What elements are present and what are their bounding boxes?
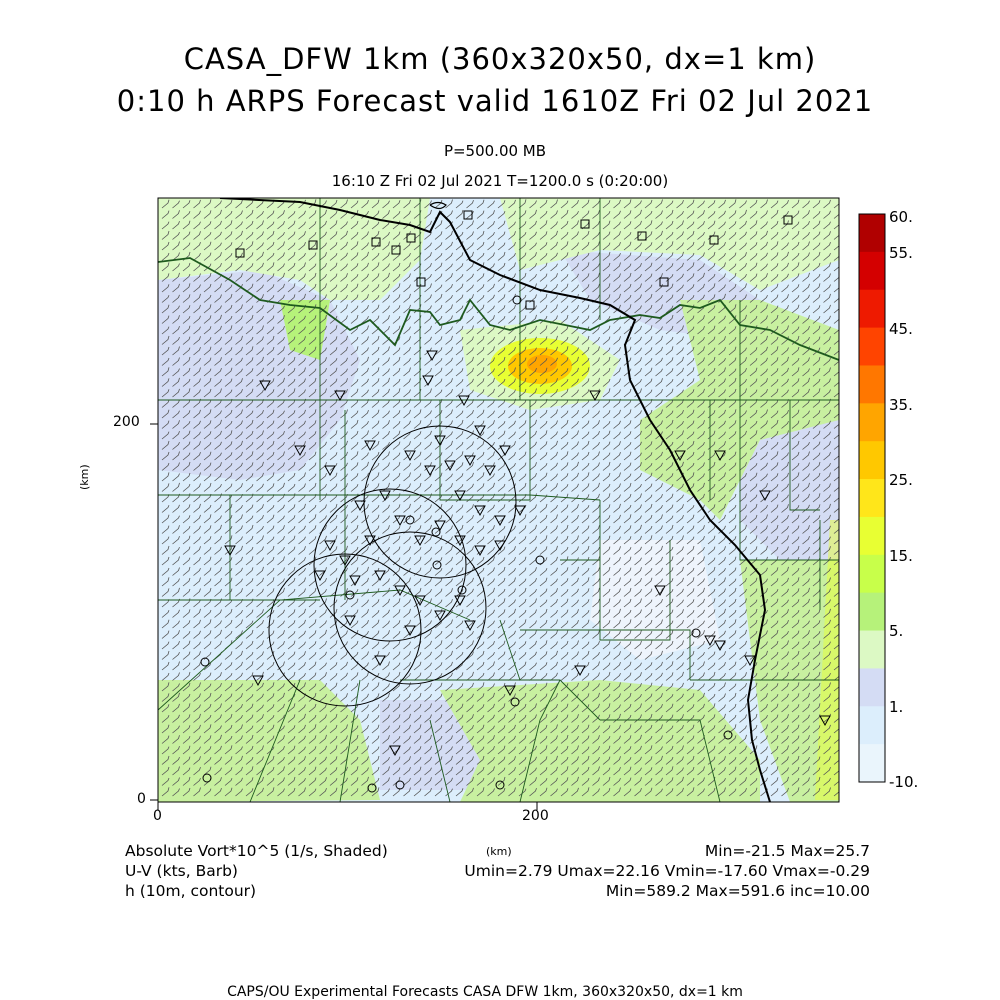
colorbar-swatch xyxy=(859,365,885,403)
colorbar-swatch xyxy=(859,668,885,706)
shaded-field-label: Absolute Vort*10^5 (1/s, Shaded) xyxy=(125,842,388,860)
colorbar-swatch xyxy=(859,214,885,252)
colorbar-label-minus10: -10. xyxy=(889,773,919,791)
colorbar-label-5: 5. xyxy=(889,622,904,640)
colorbar-swatch xyxy=(859,631,885,669)
colorbar xyxy=(859,214,885,783)
plot-title-line1: CASA_DFW 1km (360x320x50, dx=1 km) xyxy=(183,42,817,76)
x-tick-200: 200 xyxy=(522,808,549,824)
colorbar-label-60: 60. xyxy=(889,208,913,226)
barb-field-range: Umin=2.79 Umax=22.16 Vmin=-17.60 Vmax=-0.29 xyxy=(464,862,870,880)
colorbar-swatch xyxy=(859,744,885,782)
colorbar-swatch xyxy=(859,252,885,290)
pressure-level-label: P=500.00 MB xyxy=(443,142,547,160)
colorbar-swatch xyxy=(859,479,885,517)
plot-title-line2: 0:10 h ARPS Forecast valid 1610Z Fri 02 Jul 2021 xyxy=(116,84,874,118)
contour-field-label: h (10m, contour) xyxy=(125,882,257,900)
footer-credit: CAPS/OU Experimental Forecasts CASA DFW 1km, 360x320x50, dx=1 km xyxy=(227,984,743,1000)
colorbar-swatch xyxy=(859,403,885,441)
colorbar-swatch xyxy=(859,555,885,593)
y-tick-0: 0 xyxy=(137,791,146,807)
colorbar-swatch xyxy=(859,328,885,366)
shaded-field-range: Min=-21.5 Max=25.7 xyxy=(704,842,870,860)
contour-field-range: Min=589.2 Max=591.6 inc=10.00 xyxy=(605,882,870,900)
colorbar-label-15: 15. xyxy=(889,547,913,565)
colorbar-label-55: 55. xyxy=(889,244,913,262)
x-tick-0: 0 xyxy=(153,808,162,824)
colorbar-label-25: 25. xyxy=(889,471,913,489)
colorbar-swatch xyxy=(859,441,885,479)
y-tick-200: 200 xyxy=(113,414,140,430)
valid-time-label: 16:10 Z Fri 02 Jul 2021 T=1200.0 s (0:20:00) xyxy=(331,172,669,190)
colorbar-label-35: 35. xyxy=(889,396,913,414)
x-axis-unit: (km) xyxy=(486,845,512,858)
colorbar-swatch xyxy=(859,517,885,555)
colorbar-swatch xyxy=(859,290,885,328)
barb-field-label: U-V (kts, Barb) xyxy=(125,862,238,880)
colorbar-label-45: 45. xyxy=(889,320,913,338)
y-axis-unit: (km) xyxy=(78,464,91,490)
colorbar-swatch xyxy=(859,593,885,631)
colorbar-swatch xyxy=(859,706,885,744)
colorbar-label-1: 1. xyxy=(889,698,904,716)
